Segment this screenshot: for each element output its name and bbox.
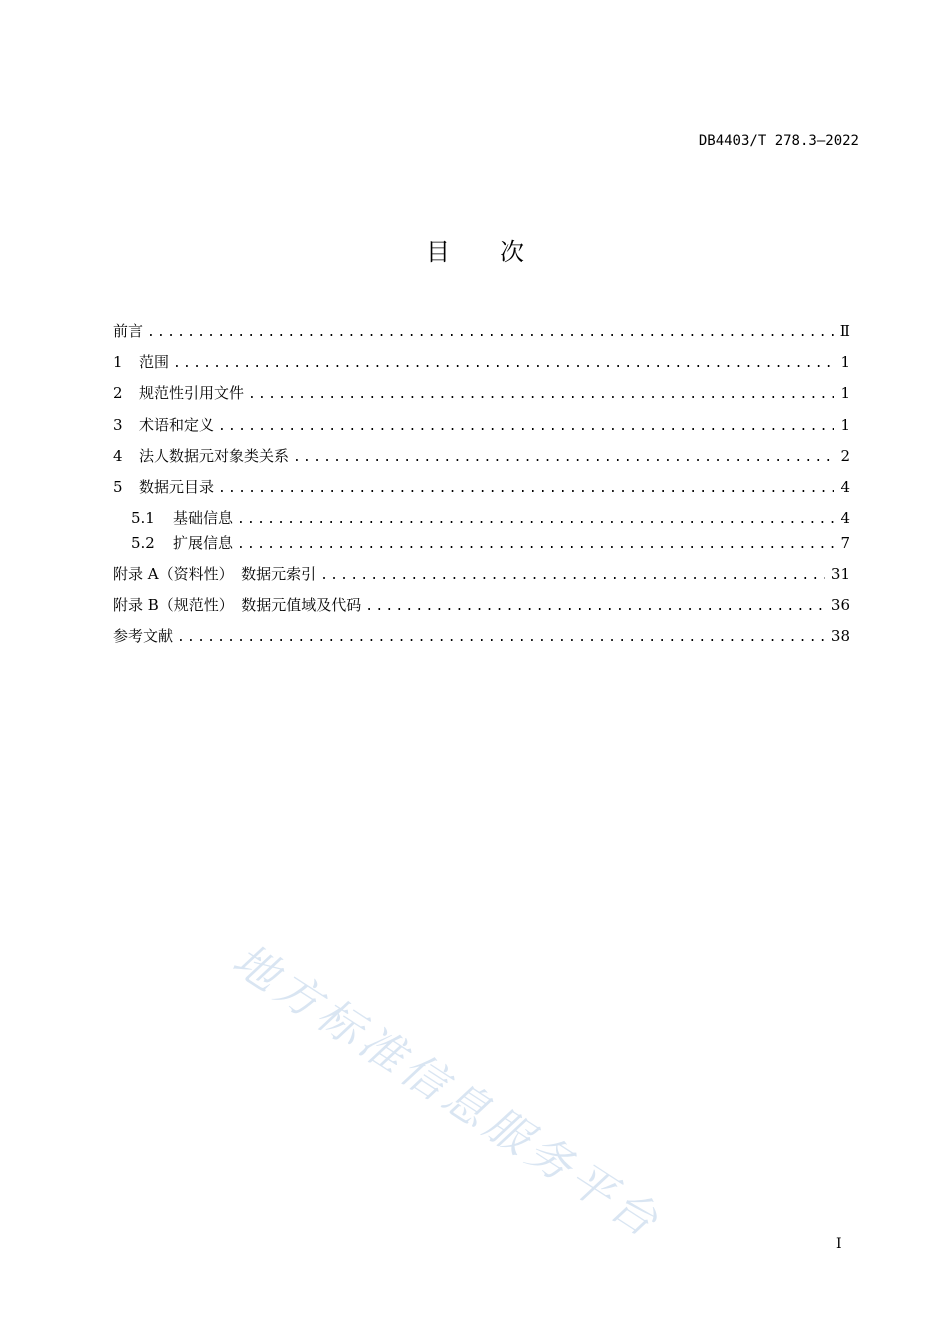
toc-entry-number: 5 [113, 478, 123, 496]
toc-entry-number: 5.1 [131, 509, 155, 527]
toc-entry-number: 3 [113, 416, 123, 434]
toc-entry-bibliography[interactable] [113, 625, 850, 647]
document-code: DB4403/T 278.3—2022 [698, 133, 859, 149]
toc-entry-label: 基础信息 [173, 509, 234, 527]
toc-entry-page: 1 [840, 384, 850, 402]
toc-title [0, 232, 950, 267]
toc-entry-scope[interactable] [113, 351, 850, 373]
toc-entry-extended-info[interactable] [131, 532, 850, 554]
toc-entry-number: 1 [113, 353, 123, 371]
toc-leader [237, 509, 834, 531]
toc-entry-foreword[interactable] [113, 320, 850, 342]
toc-entry-number: 2 [113, 384, 123, 402]
toc-entry-number: 4 [113, 447, 123, 465]
page-number: I [836, 1236, 842, 1252]
toc-leader [173, 353, 834, 375]
toc-leader [177, 627, 825, 649]
toc-entry-page: 2 [840, 447, 850, 465]
toc-entry-page: 36 [830, 596, 850, 614]
toc-entry-label: 前言 [113, 322, 144, 340]
toc-leader [218, 416, 834, 438]
toc-leader [147, 322, 834, 344]
toc-entry-label: 法人数据元对象类关系 [139, 447, 290, 465]
toc-entry-page: 4 [840, 478, 850, 496]
toc-entry-label: 规范性引用文件 [139, 384, 245, 402]
toc-entry-label: 数据元目录 [139, 478, 215, 496]
toc-entry-page: 7 [840, 534, 850, 552]
toc-leader [293, 447, 834, 469]
toc-entry-label: 附录 B（规范性） 数据元值域及代码 [113, 596, 362, 614]
toc-entry-label: 扩展信息 [173, 534, 234, 552]
toc-entry-appendix-a[interactable] [113, 563, 850, 585]
toc-leader [320, 565, 825, 587]
toc-title-char-2: 次 [500, 238, 524, 266]
toc-entry-normative-references[interactable] [113, 382, 850, 404]
toc-entry-page: Ⅱ [839, 322, 850, 340]
toc-entry-page: 4 [840, 509, 850, 527]
toc-entry-label: 范围 [139, 353, 170, 371]
toc-title-char-1: 目 [426, 238, 450, 266]
toc-entry-page: 1 [840, 416, 850, 434]
toc-leader [365, 596, 825, 618]
toc-entry-page: 31 [830, 565, 850, 583]
toc-entry-page: 38 [830, 627, 850, 645]
toc-entry-appendix-b[interactable] [113, 594, 850, 616]
toc-entry-object-relations[interactable] [113, 445, 850, 467]
toc-entry-basic-info[interactable] [131, 507, 850, 529]
toc-leader [218, 478, 834, 500]
toc-entry-label: 参考文献 [113, 627, 174, 645]
toc-leader [237, 534, 834, 556]
toc-leader [248, 384, 834, 406]
toc-entry-label: 术语和定义 [139, 416, 215, 434]
toc-entry-terms[interactable] [113, 414, 850, 436]
toc-entry-page: 1 [840, 353, 850, 371]
watermark: 地方标准信息服务平台 [223, 934, 671, 1250]
toc-entry-label: 附录 A（资料性） 数据元索引 [113, 565, 317, 583]
toc-entry-catalog[interactable] [113, 476, 850, 498]
toc-entry-number: 5.2 [131, 534, 155, 552]
